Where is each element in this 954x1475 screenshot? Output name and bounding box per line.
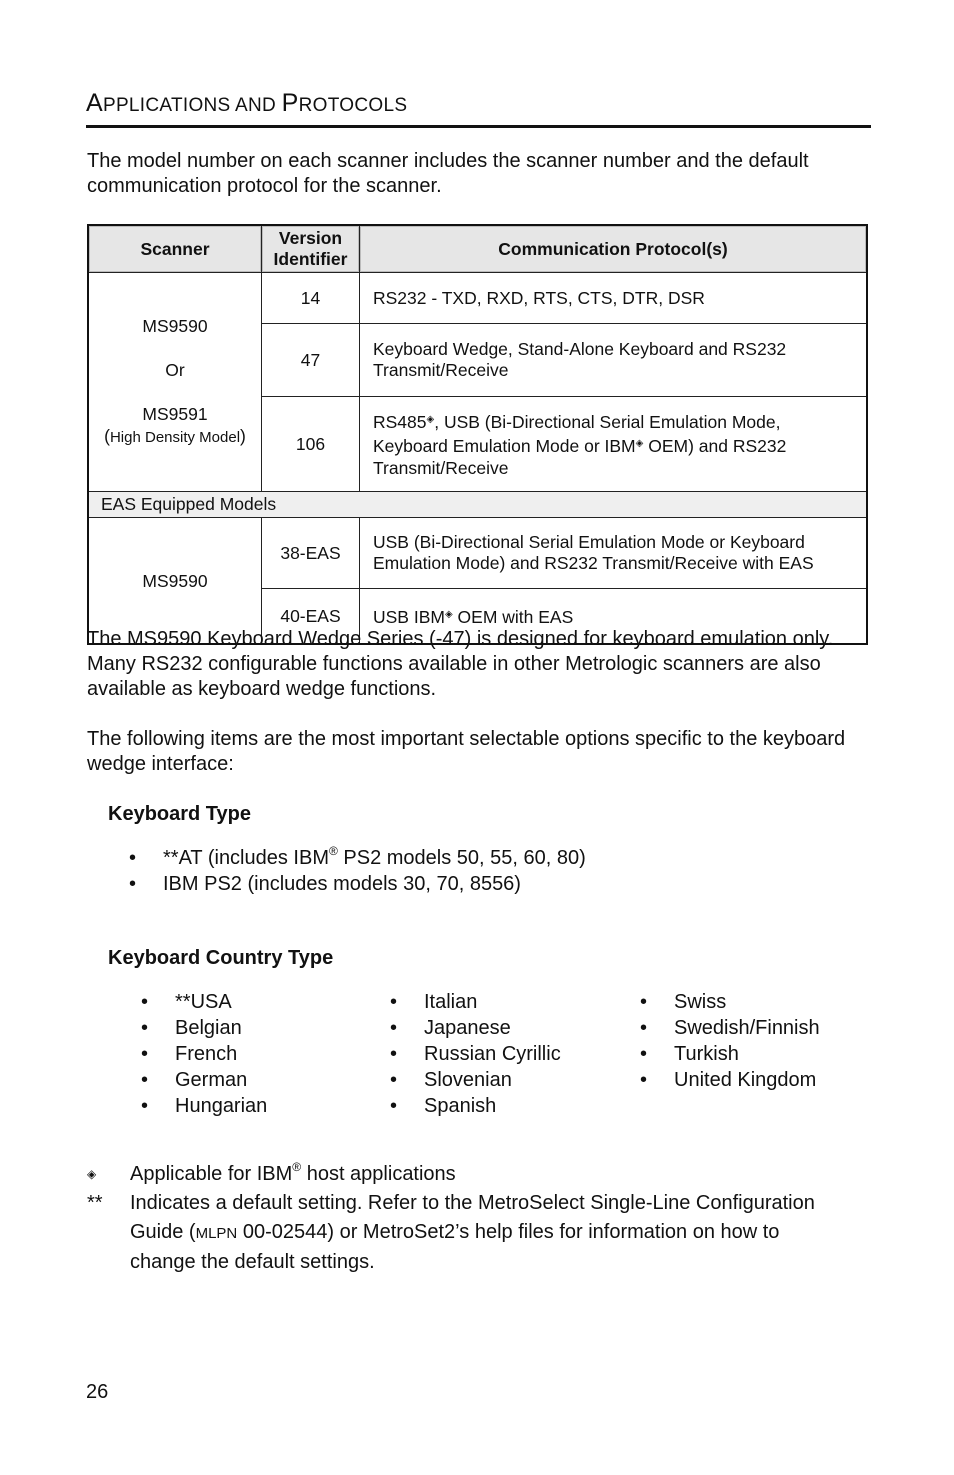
list-item: • Belgian bbox=[141, 1015, 267, 1041]
list-item: • United Kingdom bbox=[640, 1067, 820, 1093]
protocol-cell: Keyboard Wedge, Stand-Alone Keyboard and RS232 Transmit/Receive bbox=[360, 324, 868, 397]
list-item: • Spanish bbox=[390, 1093, 561, 1119]
scanner-or: Or bbox=[165, 360, 185, 380]
heading-initial-a: A bbox=[86, 89, 103, 117]
scanner-group-2: MS9590 bbox=[88, 518, 262, 645]
version-cell: 40-EAS bbox=[262, 589, 360, 645]
list-item: • Slovenian bbox=[390, 1067, 561, 1093]
footnotes bbox=[87, 1160, 847, 1277]
list-item: • German bbox=[141, 1067, 267, 1093]
list-item: • Hungarian bbox=[141, 1093, 267, 1119]
scanner-model-ms9591: MS9591 bbox=[142, 404, 208, 424]
footnote-default bbox=[87, 1189, 847, 1277]
intro-paragraph: The model number on each scanner includes the scanner number and the default communication protocol for the scanner. bbox=[87, 150, 809, 197]
list-item: • **AT (includes IBM® PS2 models 50, 55, 60, 80) bbox=[129, 845, 586, 871]
scanner-group-1 bbox=[88, 273, 262, 492]
ibm-diamond-icon: ◈ bbox=[635, 438, 644, 449]
high-density-note: (High Density Model) bbox=[104, 426, 246, 446]
list-item: • Turkish bbox=[640, 1041, 820, 1067]
eas-section-row bbox=[88, 492, 867, 518]
keyboard-wedge-paragraph: The MS9590 Keyboard Wedge Series (-47) is designed for keyboard emulation only. Many RS232 configurable functions available in other Metrologic scanners are also available as keyboard wedge functions. bbox=[87, 628, 834, 700]
protocol-cell: RS232 - TXD, RXD, RTS, CTS, DTR, DSR bbox=[360, 273, 868, 324]
ibm-diamond-icon: ◈ bbox=[87, 1167, 97, 1181]
version-cell: 47 bbox=[262, 324, 360, 397]
heading-initial-p: P bbox=[281, 89, 299, 117]
default-marker: ** bbox=[87, 1192, 103, 1214]
list-item: • Swedish/Finnish bbox=[640, 1015, 820, 1041]
ibm-diamond-icon: ◈ bbox=[444, 609, 453, 620]
heading-part-2: ROTOCOLS bbox=[298, 95, 408, 116]
header-scanner: Scanner bbox=[88, 225, 262, 273]
header-protocol: Communication Protocol(s) bbox=[360, 225, 868, 273]
version-cell: 106 bbox=[262, 397, 360, 492]
section-heading bbox=[86, 86, 871, 128]
keyboard-type-list bbox=[129, 845, 586, 897]
scanner-model-ms9590: MS9590 bbox=[142, 316, 208, 336]
protocol-cell: RS485◈, USB (Bi-Directional Serial Emulation Mode, Keyboard Emulation Mode or IBM◈ OEM) and RS232 Transmit/Receive bbox=[360, 397, 868, 492]
list-item: • **USA bbox=[141, 989, 267, 1015]
country-list-col3 bbox=[640, 989, 820, 1093]
table-header-row bbox=[88, 225, 867, 273]
protocol-table bbox=[87, 224, 868, 645]
protocol-cell: USB (Bi-Directional Serial Emulation Mode or Keyboard Emulation Mode) and RS232 Transmit/Receive with EAS bbox=[360, 518, 868, 589]
list-item: • IBM PS2 (includes models 30, 70, 8556) bbox=[129, 871, 586, 897]
footnote-ibm bbox=[87, 1160, 847, 1189]
page-number: 26 bbox=[86, 1381, 109, 1403]
list-item: • French bbox=[141, 1041, 267, 1067]
ibm-diamond-icon: ◈ bbox=[426, 414, 435, 425]
options-paragraph: The following items are the most important selectable options specific to the keyboard wedge interface: bbox=[87, 728, 846, 775]
table-row bbox=[88, 273, 867, 324]
version-cell: 38-EAS bbox=[262, 518, 360, 589]
footnote-text: Applicable for IBM® host applications bbox=[130, 1160, 456, 1185]
version-cell: 14 bbox=[262, 273, 360, 324]
heading-part-1: PPLICATIONS AND bbox=[102, 95, 282, 116]
eas-label: EAS Equipped Models bbox=[88, 492, 867, 518]
list-item: • Japanese bbox=[390, 1015, 561, 1041]
list-item: • Russian Cyrillic bbox=[390, 1041, 561, 1067]
keyboard-type-heading: Keyboard Type bbox=[108, 803, 251, 825]
country-list-col1 bbox=[141, 989, 267, 1119]
protocol-cell: USB IBM◈ OEM with EAS bbox=[360, 589, 868, 645]
list-item: • Swiss bbox=[640, 989, 820, 1015]
header-version: Version Identifier bbox=[262, 225, 360, 273]
table-row bbox=[88, 518, 867, 589]
list-item: • Italian bbox=[390, 989, 561, 1015]
footnote-text: Indicates a default setting. Refer to the MetroSelect Single-Line Configuration Guide (MLPN 00-02544) or MetroSet2’s help files for information on how to change the default settings. bbox=[130, 1192, 815, 1273]
country-list-col2 bbox=[390, 989, 561, 1119]
keyboard-country-heading: Keyboard Country Type bbox=[108, 947, 334, 969]
